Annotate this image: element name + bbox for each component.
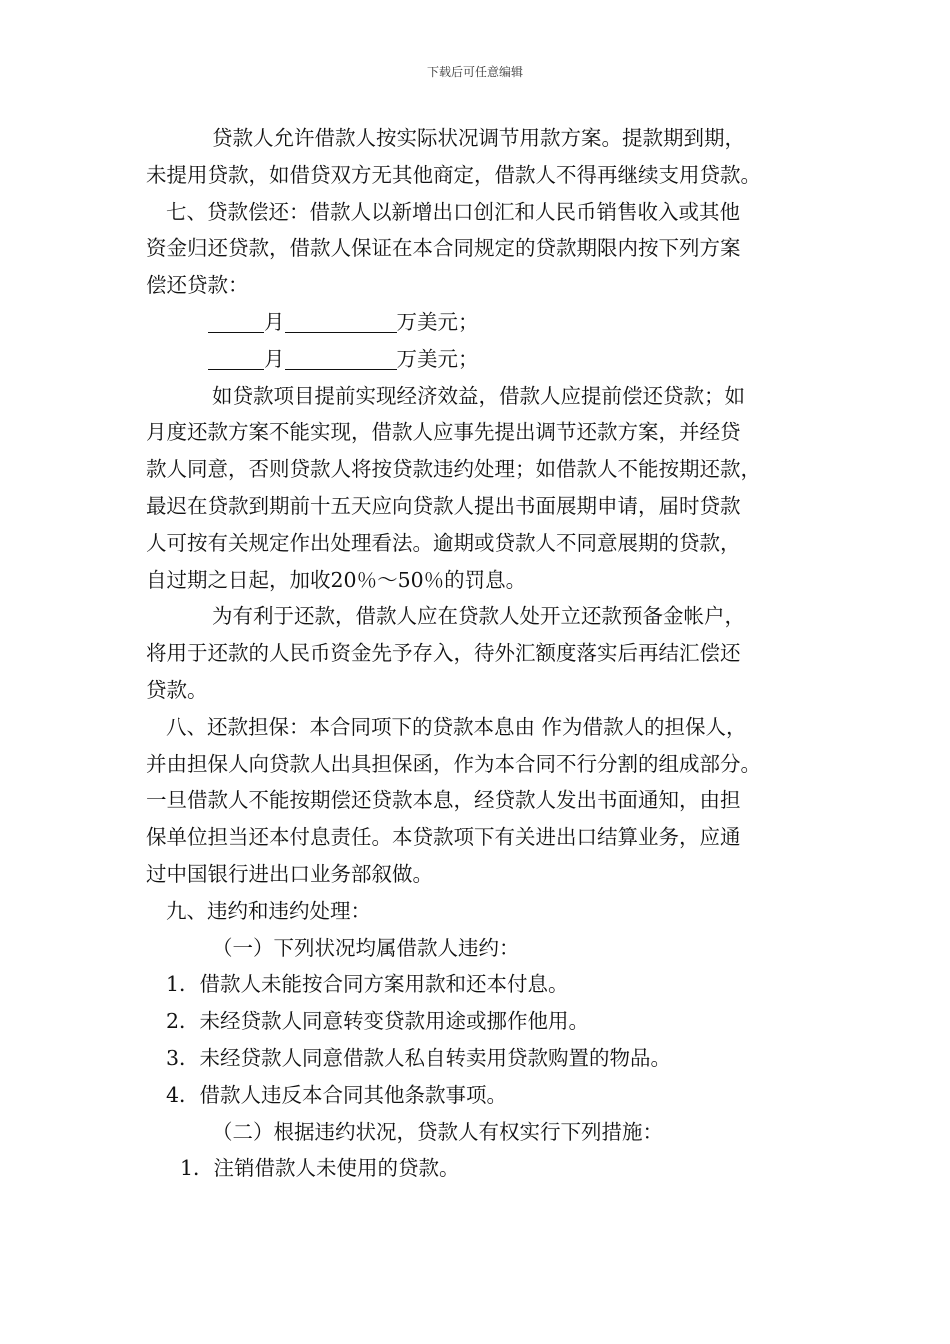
list-item: 1．注销借款人未使用的贷款。 [180,1156,460,1181]
paragraph-line: 保单位担当还本付息责任。本贷款项下有关进出口结算业务，应通 [146,825,741,850]
amount-blank [285,308,397,333]
paragraph-line: 月度还款方案不能实现，借款人应事先提出调节还款方案，并经贷 [146,420,741,445]
page-header: 下载后可任意编辑 [426,65,523,79]
paragraph-line: 贷款人允许借款人按实际状况调节用款方案。提款期到期， [212,126,745,150]
section-heading-guarantee: 八、还款担保：本合同项下的贷款本息由 作为借款人的担保人， [166,714,747,739]
month-blank [208,345,264,370]
paragraph-line: 将用于还款的人民币资金先予存入，待外汇额度落实后再结汇偿还 [146,641,741,666]
paragraph-line: 最迟在贷款到期前十五天应向贷款人提出书面展期申请，届时贷款 [146,493,741,518]
section-heading-default: 九、违约和违约处理： [166,898,371,923]
amount-label: 万美元； [396,346,479,371]
paragraph-line: 偿还贷款： [146,273,249,298]
section-heading-repayment: 七、贷款偿还：借款人以新增出口创汇和人民币销售收入或其他 [166,199,740,224]
paragraph-line: 为有利于还款，借款人应在贷款人处开立还款预备金帐户， [212,604,745,629]
paragraph-line: 款人同意，否则贷款人将按贷款违约处理；如借款人不能按期还款， [146,457,761,482]
list-item: 2．未经贷款人同意转变贷款用途或挪作他用。 [166,1009,590,1034]
paragraph-line: 并由担保人向贷款人出具担保函，作为本合同不行分割的组成部分。 [146,751,761,776]
repayment-schedule-row [146,341,826,378]
list-item: 4．借款人违反本合同其他条款事项。 [166,1082,508,1107]
paragraph-line: 资金归还贷款，借款人保证在本合同规定的贷款期限内按下列方案 [146,236,741,261]
paragraph-line: 过中国银行进出口业务部叙做。 [146,861,433,886]
list-item: 1．借款人未能按合同方案用款和还本付息。 [166,972,569,997]
paragraph-line: 贷款。 [146,677,208,702]
paragraph-line: 人可按有关规定作出处理看法。逾期或贷款人不同意展期的贷款， [146,530,741,555]
paragraph-line: 未提用贷款，如借贷双方无其他商定，借款人不得再继续支用贷款。 [146,162,761,187]
amount-label: 万美元； [396,309,479,334]
document-body [146,120,826,1187]
list-item: 3．未经贷款人同意借款人私自转卖用贷款购置的物品。 [166,1045,672,1070]
amount-blank [285,345,397,370]
subsection-heading: （二）根据违约状况，贷款人有权实行下列措施： [212,1119,663,1144]
paragraph-line: 自过期之日起，加收20％～50％的罚息。 [146,567,527,592]
paragraph-line: 一旦借款人不能按期偿还贷款本息，经贷款人发出书面通知，由担 [146,788,741,813]
repayment-schedule-row [146,304,826,341]
month-label: 月 [264,309,285,334]
paragraph-line: 如贷款项目提前实现经济效益，借款人应提前偿还贷款；如 [212,383,745,408]
month-label: 月 [264,346,285,371]
subsection-heading: （一）下列状况均属借款人违约： [212,935,520,960]
month-blank [208,308,264,333]
